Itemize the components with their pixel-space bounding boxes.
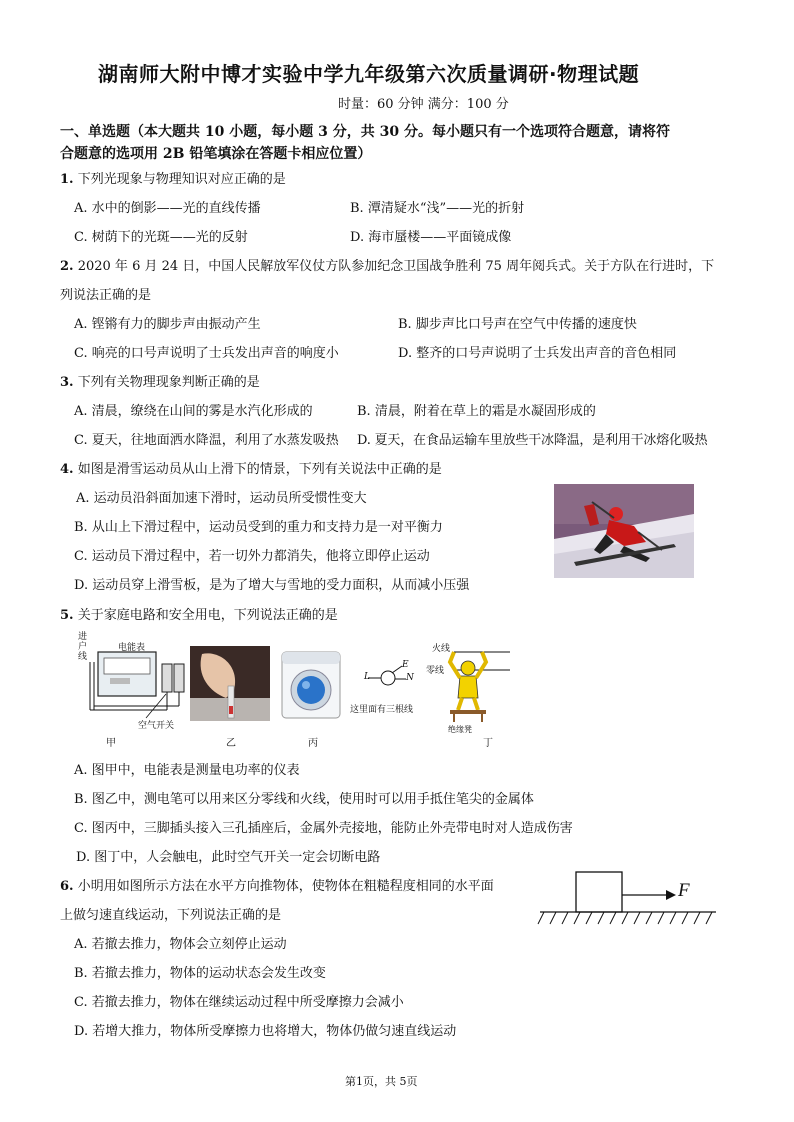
fig-jia-label-jin: 进 bbox=[78, 632, 88, 642]
q4-option-b: B. 从山上下滑过程中，运动员受到的重力和支持力是一对平衡力 bbox=[74, 520, 443, 535]
q5-option-c: C. 图丙中，三脚插头接入三孔插座后，金属外壳接地，能防止外壳带电时对人造成伤害 bbox=[74, 821, 573, 836]
q2-option-c: C. 响亮的口号声说明了士兵发出声音的响度小 bbox=[74, 346, 339, 361]
section-heading-line2: 合题意的选项用 2B 铅笔填涂在答题卡相应位置） bbox=[60, 146, 372, 162]
q4-option-d: D. 运动员穿上滑雪板，是为了增大与雪地的受力面积，从而减小压强 bbox=[74, 578, 470, 593]
page-footer: 第1页，共 5页 bbox=[345, 1075, 418, 1088]
question-5-stem: 5. 关于家庭电路和安全用电，下列说法正确的是 bbox=[60, 608, 338, 623]
q2-option-a: A. 铿锵有力的脚步声由振动产生 bbox=[74, 317, 261, 332]
question-6-stem-line1: 6. 小明用如图所示方法在水平方向推物体，使物体在粗糙程度相同的水平面 bbox=[60, 879, 494, 894]
force-label-f: F bbox=[678, 880, 690, 901]
plug-label-three-wires: 这里面有三根线 bbox=[350, 705, 414, 715]
fig-bing-washing-machine bbox=[280, 650, 342, 720]
q1-option-d: D. 海市蜃楼——平面镜成像 bbox=[350, 230, 512, 245]
fig-jia-label-breaker: 空气开关 bbox=[138, 721, 175, 731]
q1-option-b: B. 潭清疑水“浅”——光的折射 bbox=[350, 201, 525, 216]
plug-label-l: L bbox=[364, 672, 370, 682]
q1-option-c: C. 树荫下的光斑——光的反射 bbox=[74, 230, 248, 245]
fig-ding-label-live: 火线 bbox=[432, 644, 451, 654]
q1-option-a: A. 水中的倒影——光的直线传播 bbox=[74, 201, 261, 216]
question-1-stem: 1. 下列光现象与物理知识对应正确的是 bbox=[60, 172, 286, 187]
fig-jia-label-meter: 电能表 bbox=[118, 643, 146, 653]
q5-option-b: B. 图乙中，测电笔可以用来区分零线和火线，使用时可以用手抵住笔尖的金属体 bbox=[74, 792, 534, 807]
fig-ding-electric-shock bbox=[424, 644, 510, 726]
q2-option-b: B. 脚步声比口号声在空气中传播的速度快 bbox=[398, 317, 637, 332]
fig-ding-label-neutral: 零线 bbox=[426, 666, 445, 676]
plug-label-n: N bbox=[406, 673, 414, 683]
q3-option-d: D. 夏天，在食品运输车里放些干冰降温，是利用干冰熔化吸热 bbox=[357, 433, 708, 448]
q3-option-b: B. 清晨，附着在草上的霜是水凝固形成的 bbox=[357, 404, 596, 419]
skier-photo bbox=[554, 484, 694, 578]
q4-option-c: C. 运动员下滑过程中，若一切外力都消失，他将立即停止运动 bbox=[74, 549, 430, 564]
section-heading-line1: 一、单选题（本大题共 10 小题，每小题 3 分，共 30 分。每小题只有一个选项符合题意，请将符 bbox=[60, 124, 670, 140]
fig-jia-label-hu: 户 bbox=[78, 642, 88, 652]
question-4-stem: 4. 如图是滑雪运动员从山上滑下的情景，下列有关说法中正确的是 bbox=[60, 462, 442, 477]
question-6-stem-line2: 上做匀速直线运动，下列说法正确的是 bbox=[60, 908, 282, 923]
plug-label-e: E bbox=[402, 660, 409, 670]
exam-title: 湖南师大附中博才实验中学九年级第六次质量调研·物理试题 bbox=[98, 62, 640, 86]
exam-subtitle: 时量：60 分钟 满分：100 分 bbox=[338, 97, 509, 112]
fig-jia-label-xian: 线 bbox=[78, 652, 88, 662]
question-2-stem-line2: 列说法正确的是 bbox=[60, 288, 152, 303]
q3-option-a: A. 清晨，缭绕在山间的雾是水汽化形成的 bbox=[74, 404, 313, 419]
fig-caption-yi: 乙 bbox=[226, 738, 236, 749]
question-3-stem: 3. 下列有关物理现象判断正确的是 bbox=[60, 375, 260, 390]
q6-option-d: D. 若增大推力，物体所受摩擦力也将增大，物体仍做匀速直线运动 bbox=[74, 1024, 457, 1039]
q6-option-a: A. 若撤去推力，物体会立刻停止运动 bbox=[74, 937, 287, 952]
q6-option-c: C. 若撤去推力，物体在继续运动过程中所受摩擦力会减小 bbox=[74, 995, 404, 1010]
question-2-stem-line1: 2. 2020 年 6 月 24 日，中国人民解放军仪仗方队参加纪念卫国战争胜利 75 周年阅兵式。关于方队在行进时，下 bbox=[60, 259, 715, 274]
q4-option-a: A. 运动员沿斜面加速下滑时，运动员所受惯性变大 bbox=[76, 491, 367, 506]
fig-yi-test-pen-photo bbox=[190, 646, 270, 721]
q6-option-b: B. 若撤去推力，物体的运动状态会发生改变 bbox=[74, 966, 326, 981]
q5-option-a: A. 图甲中，电能表是测量电功率的仪表 bbox=[74, 763, 300, 778]
fig-caption-jia: 甲 bbox=[106, 738, 116, 749]
fig-ding-label-stool: 绝缘凳 bbox=[448, 725, 472, 734]
q3-option-c: C. 夏天，往地面洒水降温，利用了水蒸发吸热 bbox=[74, 433, 339, 448]
q5-option-d: D. 图丁中，人会触电，此时空气开关一定会切断电路 bbox=[76, 850, 381, 865]
q2-option-d: D. 整齐的口号声说明了士兵发出声音的音色相同 bbox=[398, 346, 677, 361]
block-force-diagram bbox=[536, 868, 726, 934]
fig-caption-ding: 丁 bbox=[483, 738, 493, 749]
fig-caption-bing: 丙 bbox=[308, 738, 318, 749]
